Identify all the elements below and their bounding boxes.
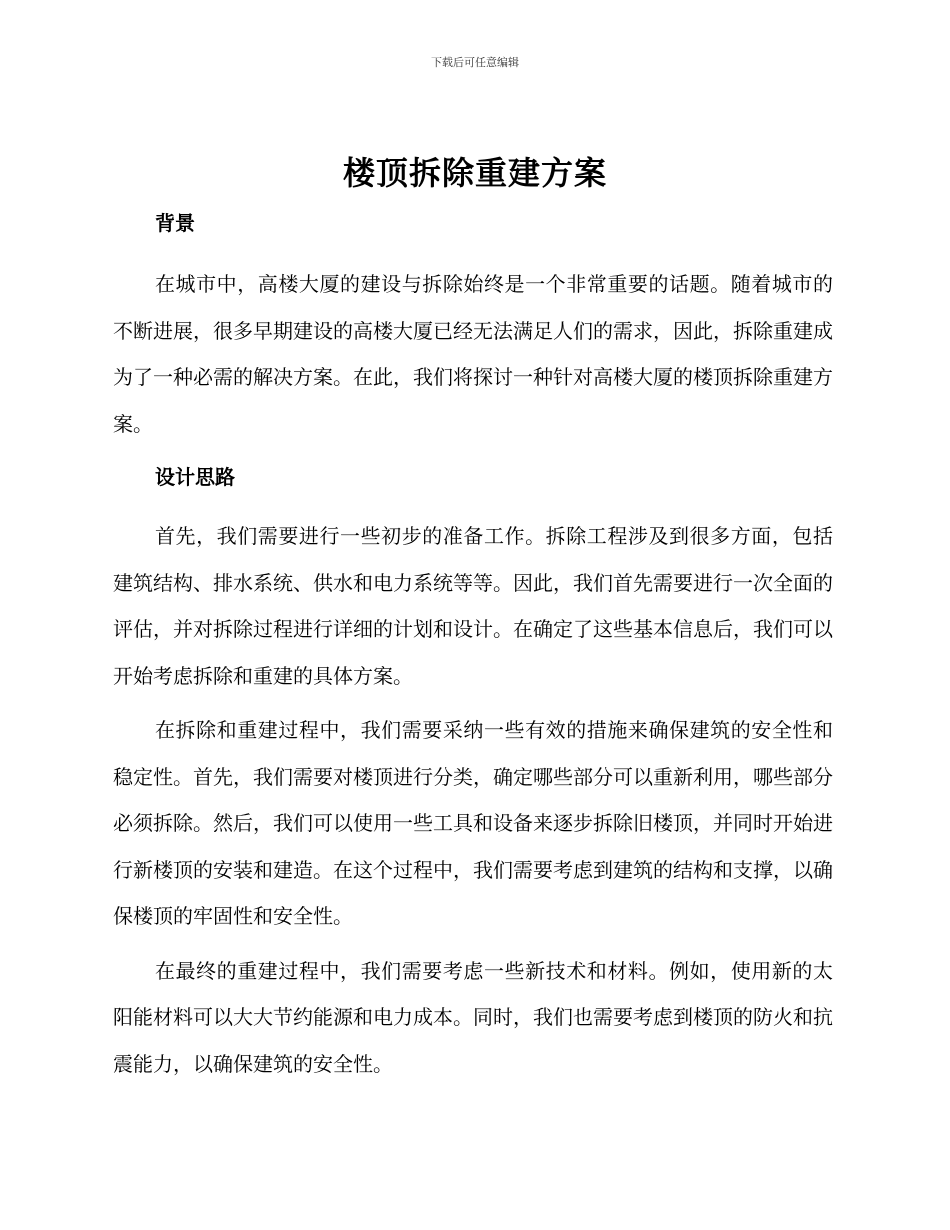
document-body <box>113 205 833 1087</box>
paragraph-design-process: 在拆除和重建过程中，我们需要采纳一些有效的措施来确保建筑的安全性和稳定性。首先，我们需要对楼顶进行分类，确定哪些部分可以重新利用，哪些部分必须拆除。然后，我们可以使用一些工具和设备来逐步拆除旧楼顶，并同时开始进行新楼顶的安装和建造。在这个过程中，我们需要考虑到建筑的结构和支撑，以确保楼顶的牢固性和安全性。 <box>113 718 833 928</box>
section-heading-background: 背景 <box>155 211 195 235</box>
page-header-note: 下载后可任意编辑 <box>431 56 519 69</box>
section-heading-design: 设计思路 <box>155 465 235 489</box>
document-title: 楼顶拆除重建方案 <box>342 154 607 192</box>
paragraph-design-rebuild: 在最终的重建过程中，我们需要考虑一些新技术和材料。例如，使用新的太阳能材料可以大大节约能源和电力成本。同时，我们也需要考虑到楼顶的防火和抗震能力，以确保建筑的安全性。 <box>113 958 833 1076</box>
paragraph-design-preparation: 首先，我们需要进行一些初步的准备工作。拆除工程涉及到很多方面，包括建筑结构、排水系统、供水和电力系统等等。因此，我们首先需要进行一次全面的评估，并对拆除过程进行详细的计划和设计。在确定了这些基本信息后，我们可以开始考虑拆除和重建的具体方案。 <box>113 524 833 688</box>
paragraph-background: 在城市中，高楼大厦的建设与拆除始终是一个非常重要的话题。随着城市的不断进展，很多早期建设的高楼大厦已经无法满足人们的需求，因此，拆除重建成为了一种必需的解决方案。在此，我们将探讨一种针对高楼大厦的楼顶拆除重建方案。 <box>113 272 833 436</box>
